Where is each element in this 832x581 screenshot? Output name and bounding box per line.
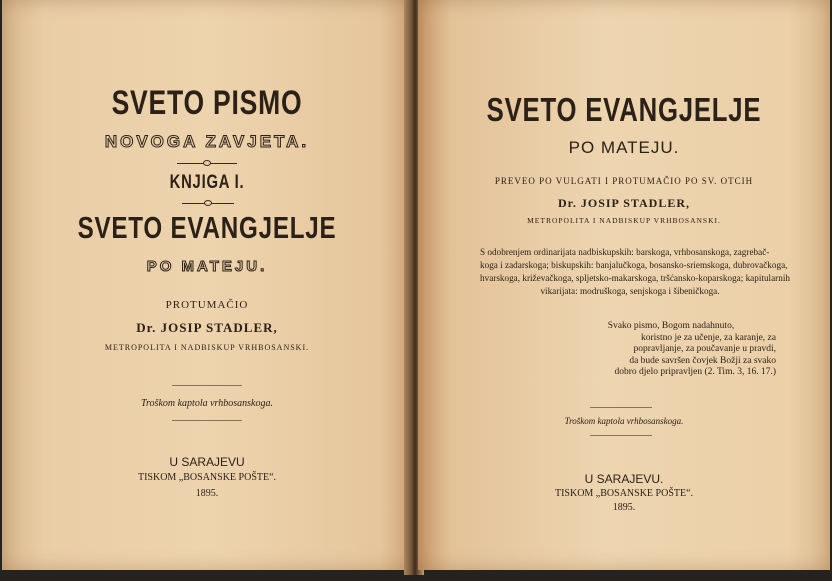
quote-line: Svako pismo, Bogom nadahnuto, bbox=[607, 321, 735, 331]
right-author-title: METROPOLITA I NADBISKUP VRHBOSANSKI. bbox=[527, 216, 721, 225]
right-translated: PREVEO PO VULGATI I PROTUMAČIO PO SV. OTCIH bbox=[494, 176, 754, 186]
divider-ornament bbox=[203, 160, 211, 166]
left-expense-note: Troškom kaptola vrhbosanskoga. bbox=[141, 398, 273, 409]
approval-paragraph bbox=[480, 246, 790, 298]
divider bbox=[590, 435, 652, 436]
right-expense-note: Troškom kaptola vrhbosanskoga. bbox=[564, 416, 684, 426]
left-gospel-title: SVETO EVANGJELJE bbox=[77, 210, 337, 245]
left-author-title: METROPOLITA I NADBISKUP VRHBOSANSKI. bbox=[104, 343, 310, 352]
approval-line: hvarskoga, križevačkoga, spljetsko-makarskoga, tršćansko-koparskoga; kapitularnih bbox=[480, 273, 790, 283]
left-city: U SARAJEVU bbox=[169, 455, 245, 469]
approval-line: S odobrenjem ordinarijata nadbiskupskih: barskoga, vrhbosanskoga, zagrebač- bbox=[480, 247, 770, 257]
left-printer: TISKOM „BOSANSKE POŠTE“. bbox=[137, 472, 277, 483]
right-subtitle: PO MATEJU. bbox=[568, 138, 680, 157]
left-book: KNJIGA I. bbox=[169, 172, 245, 193]
quote-line: popravljanje, za poučavanje u pravdi, bbox=[633, 344, 776, 354]
right-title: SVETO EVANGJELJE bbox=[486, 91, 762, 128]
left-subtitle: NOVOGA ZAVJETA. bbox=[104, 132, 310, 151]
divider bbox=[590, 407, 652, 408]
scripture-quote bbox=[566, 321, 776, 379]
left-author: Dr. JOSIP STADLER, bbox=[136, 320, 278, 335]
right-title-page bbox=[418, 0, 830, 570]
divider bbox=[172, 385, 242, 386]
divider-ornament bbox=[204, 200, 212, 206]
left-title-page bbox=[2, 0, 412, 570]
approval-line: vikarijata: modruškoga, senjskoga i šibeničkoga. bbox=[540, 286, 720, 296]
right-year: 1895. bbox=[612, 502, 636, 513]
left-gospel-by: PO MATEJU. bbox=[146, 258, 268, 275]
left-year: 1895. bbox=[195, 488, 219, 499]
right-city: U SARAJEVU. bbox=[584, 472, 664, 486]
left-interpreted: PROTUMAČIO bbox=[165, 299, 249, 311]
quote-line: dobro djelo pripravljen (2. Tim. 3, 16. 17.) bbox=[614, 367, 776, 377]
quote-line: koristno je za učenje, za karanje, za bbox=[640, 332, 776, 343]
right-author: Dr. JOSIP STADLER, bbox=[557, 196, 691, 210]
quote-line: da bude savršen čovjek Božji za svako bbox=[629, 355, 776, 366]
divider bbox=[172, 420, 242, 421]
right-printer: TISKOM „BOSANSKE POŠTE“. bbox=[554, 488, 694, 499]
approval-line: koga i zadarskoga; biskupskih: banjalučkoga, bosansko-sriemskoga, dubrovačkoga, bbox=[480, 260, 788, 270]
left-title: SVETO PISMO bbox=[111, 84, 303, 122]
